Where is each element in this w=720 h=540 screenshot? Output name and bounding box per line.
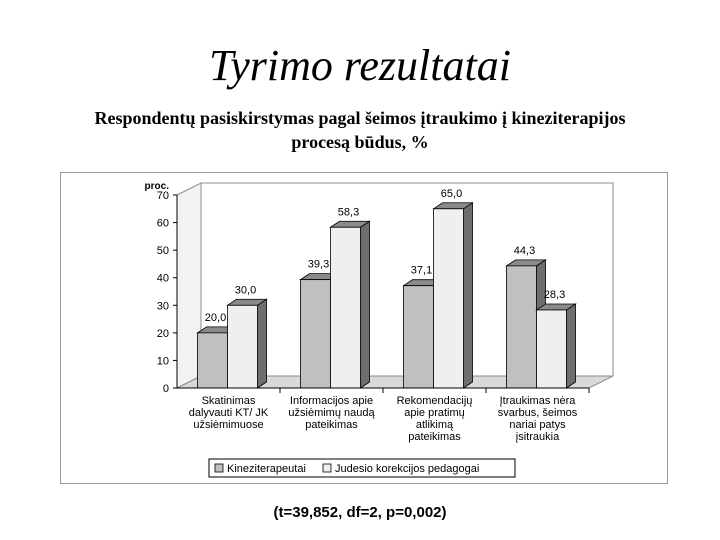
bar-chart (61, 173, 667, 483)
data-label: 20,0 (204, 311, 227, 324)
x-category-label: užsiėmimų naudą (288, 407, 375, 419)
chart-subtitle (40, 106, 680, 154)
subtitle-line-2: procesą būdus, % (291, 132, 429, 152)
bar-kineziterapeutai (507, 266, 537, 388)
slide-title: Tyrimo rezultatai (209, 41, 511, 90)
bar-kineziterapeutai (404, 286, 434, 388)
y-axis-label: proc. (144, 181, 169, 192)
y-tick-label: 70 (156, 190, 169, 202)
x-category-label: atlikimą (415, 419, 454, 431)
y-tick-label: 20 (156, 327, 169, 340)
data-label: 39,3 (307, 258, 330, 271)
legend-label-pedagogai: Judesio korekcijos pedagogai (335, 463, 480, 475)
x-category-label: pateikimas (305, 419, 358, 431)
bar-pedagogai-side (361, 221, 370, 388)
x-category-label: svarbus, šeimos (497, 407, 578, 419)
legend-swatch-kineziterapeutai (215, 464, 223, 472)
bar-pedagogai (228, 305, 258, 388)
data-label: 58,3 (337, 206, 360, 219)
y-tick-label: 30 (156, 300, 169, 313)
x-category-label: apie pratimų (404, 407, 465, 419)
data-label: 37,1 (410, 264, 433, 277)
x-category-label: Rekomendacijų (396, 395, 473, 407)
bar-pedagogai (434, 209, 464, 388)
bar-pedagogai (537, 310, 567, 388)
data-label: 44,3 (513, 244, 536, 257)
y-tick-label: 60 (156, 217, 169, 230)
data-label: 65,0 (440, 187, 463, 200)
bar-kineziterapeutai (301, 280, 331, 388)
x-category-label: nariai patys (509, 419, 566, 431)
x-category-label: užsiėmimuose (193, 419, 264, 431)
legend-label-kineziterapeutai: Kineziterapeutai (227, 463, 306, 475)
x-category-label: dalyvauti KT/ JK (188, 407, 269, 419)
bar-pedagogai-side (464, 203, 473, 388)
x-category-label: Įtraukimas nėra (499, 395, 576, 407)
bar-pedagogai-side (258, 299, 267, 388)
x-category-label: Skatinimas (201, 395, 256, 407)
legend-swatch-pedagogai (323, 464, 331, 472)
y-tick-label: 50 (156, 245, 169, 258)
statistics-note: (t=39,852, df=2, p=0,002) (273, 504, 447, 521)
bar-pedagogai-side (567, 304, 576, 388)
y-tick-label: 10 (156, 355, 169, 368)
bar-kineziterapeutai (198, 333, 228, 388)
y-tick-label: 0 (162, 383, 169, 395)
chart-frame (60, 172, 668, 484)
data-label: 30,0 (234, 284, 257, 297)
data-label: 28,3 (543, 288, 566, 301)
subtitle-line-1: Respondentų pasiskirstymas pagal šeimos įtraukimo į kineziterapijos (94, 108, 626, 128)
y-tick-label: 40 (156, 272, 169, 285)
x-category-label: Informacijos apie (289, 395, 374, 407)
x-category-label: įsitraukia (515, 431, 560, 443)
bar-pedagogai (331, 227, 361, 388)
x-category-label: pateikimas (408, 431, 461, 443)
